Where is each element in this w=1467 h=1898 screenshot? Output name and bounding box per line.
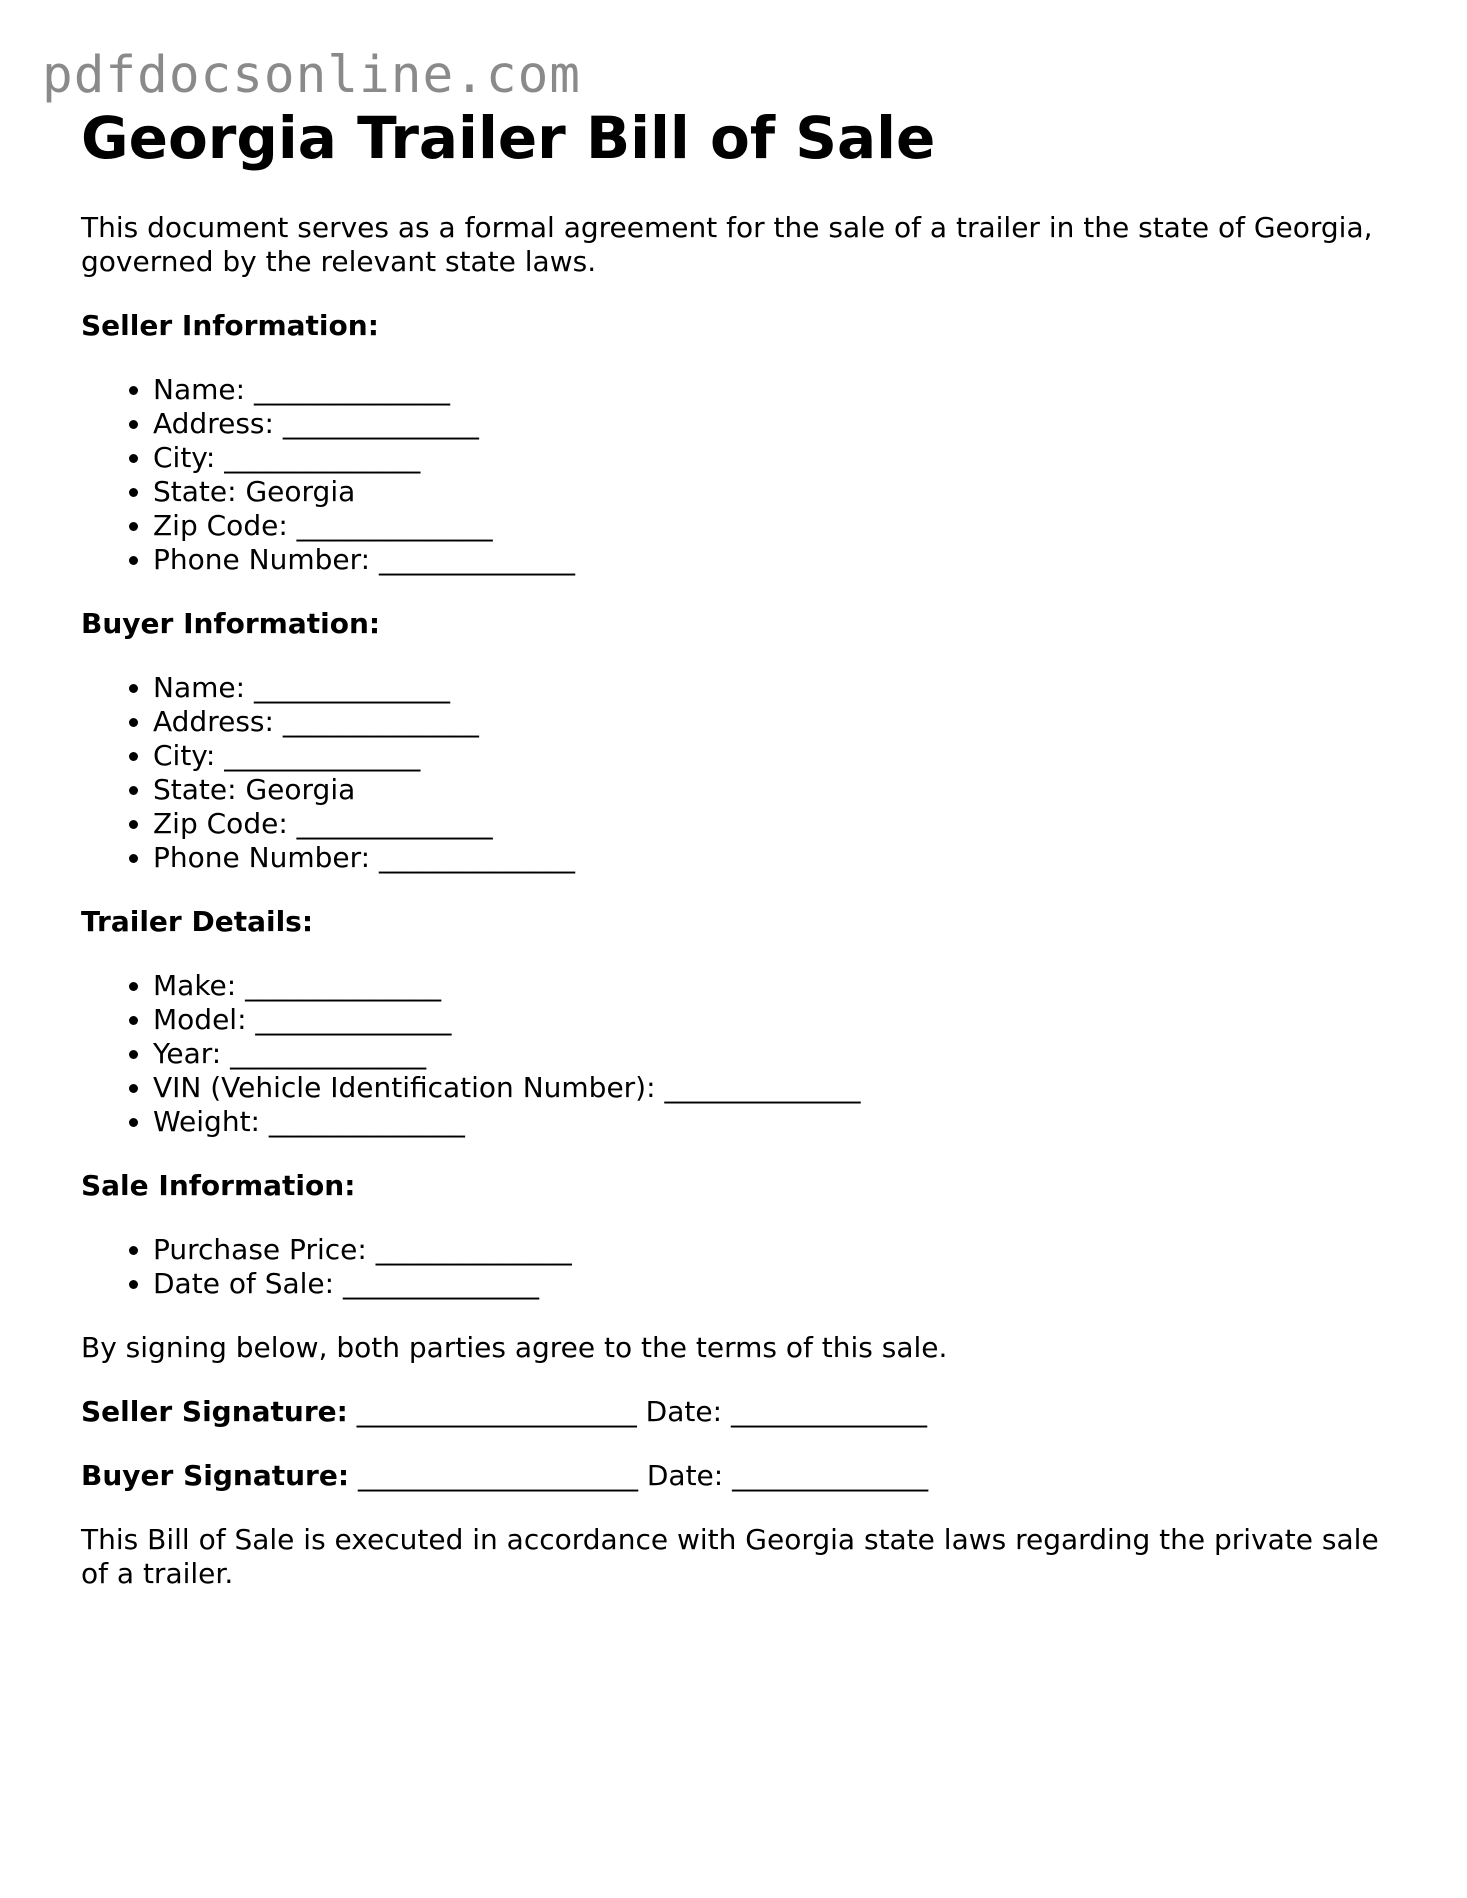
seller-address-field: • Address: ______________ — [153, 407, 1401, 441]
trailer-section-heading: Trailer Details: — [81, 905, 314, 938]
seller-address-blank[interactable]: ______________ — [282, 407, 479, 440]
buyer-date-label: Date: — [646, 1459, 724, 1492]
trailer-make-field: • Make: ______________ — [153, 969, 1401, 1003]
sale-date-blank[interactable]: ______________ — [343, 1267, 539, 1300]
sale-date-field: • Date of Sale: ______________ — [153, 1267, 1401, 1301]
trailer-year-field: • Year: ______________ — [153, 1037, 1401, 1071]
trailer-weight-blank[interactable]: ______________ — [268, 1105, 465, 1138]
buyer-address-field: • Address: ______________ — [153, 705, 1401, 739]
document-page — [81, 103, 1401, 1591]
buyer-name-field: • Name: ______________ — [153, 671, 1401, 705]
buyer-state-value: Georgia — [245, 773, 356, 806]
watermark-text: pdfdocsonline.com — [42, 46, 581, 105]
sale-fields-list — [81, 1233, 1401, 1301]
trailer-year-blank[interactable]: ______________ — [230, 1037, 427, 1070]
seller-state-value: Georgia — [245, 475, 356, 508]
seller-signature-label: Seller Signature: — [81, 1395, 348, 1428]
buyer-phone-blank[interactable]: ______________ — [378, 841, 575, 874]
seller-phone-blank[interactable]: ______________ — [378, 543, 575, 576]
trailer-weight-field: • Weight: ______________ — [153, 1105, 1401, 1139]
buyer-address-blank[interactable]: ______________ — [282, 705, 479, 738]
seller-section-heading: Seller Information: — [81, 309, 379, 342]
seller-signature-blank[interactable]: ____________________ — [356, 1395, 637, 1428]
seller-zip-blank[interactable]: ______________ — [296, 509, 493, 542]
trailer-vin-blank[interactable]: ______________ — [664, 1071, 861, 1104]
trailer-model-blank[interactable]: ______________ — [255, 1003, 452, 1036]
buyer-signature-label: Buyer Signature: — [81, 1459, 350, 1492]
sale-price-field: • Purchase Price: ______________ — [153, 1233, 1401, 1267]
buyer-city-blank[interactable]: ______________ — [224, 739, 421, 772]
buyer-section-heading: Buyer Information: — [81, 607, 381, 640]
buyer-zip-blank[interactable]: ______________ — [296, 807, 493, 840]
buyer-state-field: • State: Georgia — [153, 773, 1401, 807]
buyer-fields-list — [81, 671, 1401, 875]
seller-zip-field: • Zip Code: ______________ — [153, 509, 1401, 543]
trailer-fields-list — [81, 969, 1401, 1139]
seller-fields-list — [81, 373, 1401, 577]
buyer-signature-blank[interactable]: ____________________ — [357, 1459, 638, 1492]
trailer-model-field: • Model: ______________ — [153, 1003, 1401, 1037]
buyer-city-field: • City: ______________ — [153, 739, 1401, 773]
agreement-statement: By signing below, both parties agree to the terms of this sale. — [81, 1331, 948, 1364]
seller-name-field: • Name: ______________ — [153, 373, 1401, 407]
closing-paragraph: This Bill of Sale is executed in accordance with Georgia state laws regarding the private sale of a trailer. — [81, 1523, 1379, 1590]
trailer-make-blank[interactable]: ______________ — [245, 969, 442, 1002]
buyer-signature-line — [81, 1459, 1401, 1493]
intro-paragraph: This document serves as a formal agreement for the sale of a trailer in the state of Georgia, governed by the relevant state laws. — [81, 211, 1373, 278]
buyer-zip-field: • Zip Code: ______________ — [153, 807, 1401, 841]
seller-date-blank[interactable]: ______________ — [730, 1395, 927, 1428]
seller-signature-line — [81, 1395, 1401, 1429]
sale-section-heading: Sale Information: — [81, 1169, 356, 1202]
seller-date-label: Date: — [645, 1395, 723, 1428]
buyer-name-blank[interactable]: ______________ — [253, 671, 450, 704]
seller-city-field: • City: ______________ — [153, 441, 1401, 475]
seller-city-blank[interactable]: ______________ — [224, 441, 421, 474]
seller-name-blank[interactable]: ______________ — [253, 373, 450, 406]
trailer-vin-field: • VIN (Vehicle Identification Number): ______________ — [153, 1071, 1401, 1105]
buyer-date-blank[interactable]: ______________ — [732, 1459, 929, 1492]
sale-price-blank[interactable]: ______________ — [375, 1233, 572, 1266]
document-title: Georgia Trailer Bill of Sale — [81, 104, 936, 172]
seller-phone-field: • Phone Number: ______________ — [153, 543, 1401, 577]
seller-state-field: • State: Georgia — [153, 475, 1401, 509]
buyer-phone-field: • Phone Number: ______________ — [153, 841, 1401, 875]
